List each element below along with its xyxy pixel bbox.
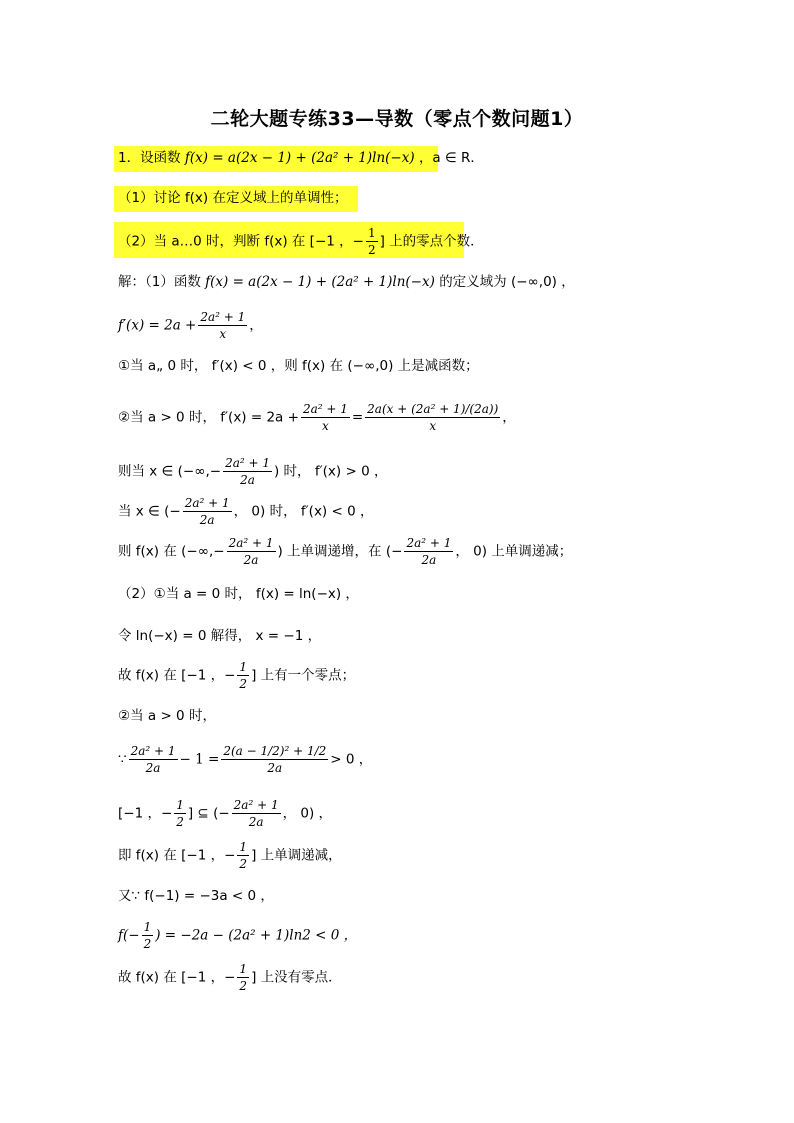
solution-line-14: 即 f(x) 在 [−1 ，− $\frac{1}{2}$ ] 上单调递减， xyxy=(118,840,342,872)
solution-line-7: 则 f(x) 在 (−∞,− $\frac{\text{2a² + 1}}{2a}$ ) 上单调递增，在 (− $\frac{\text{2a² + 1}}{2a}$ ， 0) 上单调递减； xyxy=(118,536,573,568)
problem-condition: ，a ∈ R． xyxy=(418,150,484,166)
problem-line1 xyxy=(118,152,484,166)
problem-part2: （2）当 a…0 时，判断 f(x) 在 [−1 ，− $\frac{1}{2}$ ] 上的零点个数． xyxy=(118,226,484,258)
solution-line-15: 又∵ f(−1) = −3a < 0 ， xyxy=(118,888,274,904)
solution-line-12: ∵ $\frac{\text{2a² + 1}}{2a}$ − 1 = $\frac{\text{2(a − 1/2)² + 1/2}}{2a}$ > 0 ， xyxy=(118,744,373,776)
problem-function: f(x) = a(2x − 1) + (2a² + 1)ln(−x) xyxy=(184,150,415,166)
problem-number: 1．设函数 xyxy=(118,150,181,166)
solution-line-5: 则当 x ∈ (−∞,− $\frac{\text{2a² + 1}}{2a}$ ) 时， f′(x) > 0 ， xyxy=(118,456,388,488)
solution-line-6: 当 x ∈ (− $\frac{\text{2a² + 1}}{2a}$ ， 0) 时， f′(x) < 0 ， xyxy=(118,496,374,528)
solution-line-17: 故 f(x) 在 [−1 ，− $\frac{1}{2}$ ] 上没有零点． xyxy=(118,962,342,994)
problem-part1: （1）讨论 f(x) 在定义域上的单调性； xyxy=(118,190,348,206)
solution-line-10: 故 f(x) 在 [−1 ，− $\frac{1}{2}$ ] 上有一个零点； xyxy=(118,660,356,692)
solution-line-2: f′(x) = 2a + $\frac{\text{2a² + 1}}{x}$ ， xyxy=(118,310,263,342)
solution-line-8: （2）①当 a = 0 时， f(x) = ln(−x) ， xyxy=(118,586,359,602)
solution-line-9: 令 ln(−x) = 0 解得， x = −1 ， xyxy=(118,628,322,644)
solution-line-3: ①当 a„ 0 时， f′(x) < 0 ，则 f(x) 在 (−∞,0) 上是减函数； xyxy=(118,358,479,374)
solution-line-13: [−1 ，− $\frac{1}{2}$ ] ⊆ (− $\frac{\text{2a² + 1}}{2a}$ ， 0) ， xyxy=(118,798,333,830)
solution-line-1: 解：（1）函数 f(x) = a(2x − 1) + (2a² + 1)ln(−x) 的定义域为 (−∞,0) ， xyxy=(118,274,575,290)
solution-line-16: f(− $\frac{1}{2}$ ) = −2a − (2a² + 1)ln2 < 0 ， xyxy=(118,920,358,952)
solution-line-4: ②当 a > 0 时， f′(x) = 2a + $\frac{\text{2a² + 1}}{x}$ = $\frac{\text{2a(x + (2a² + 1)/(2a))}}{x}$ ， xyxy=(118,402,516,434)
page-title: 二轮大题专练33—导数（零点个数问题1） xyxy=(210,108,584,130)
solution-line-11: ②当 a > 0 时， xyxy=(118,708,216,724)
